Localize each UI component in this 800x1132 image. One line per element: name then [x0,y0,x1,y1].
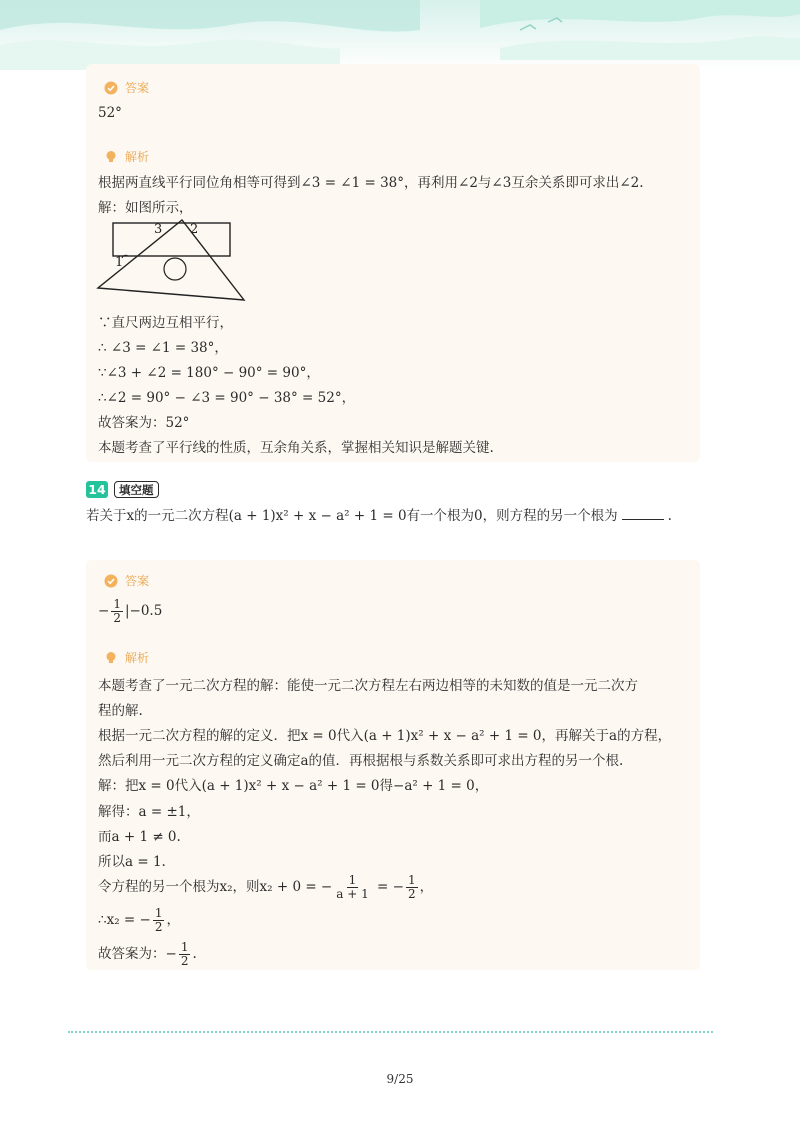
line11-suffix: . [192,946,197,962]
line10-prefix: ∴x₂ = − [98,912,151,928]
fraction-denominator: 2 [407,887,416,901]
analysis-line-3: ∵直尺两边互相平行， [98,315,233,331]
question-text-main: 若关于x的一元二次方程(a + 1)x² + x − a² + 1 = 0有一个根为0，则方程的另一个根为 [86,508,618,524]
line10-suffix: ， [166,912,180,928]
answer-sign: − [98,603,110,619]
answer-alt: |−0.5 [124,603,163,619]
answer-blank [622,505,664,520]
line9-suffix: ， [419,879,434,895]
angle-2-label: 2 [190,222,199,237]
fraction-numerator: 1 [113,597,121,611]
fraction-numerator: 1 [407,873,416,887]
analysis-tag-label: 解析 [125,150,150,164]
fraction-numerator: 1 [348,873,357,887]
line9-prefix: 令方程的另一个根为x₂，则x₂ + 0 = − [98,879,333,895]
lightbulb-icon [104,651,118,665]
fraction-denominator: a + 1 [336,887,369,901]
line9-fraction-2 [406,874,418,901]
check-badge-icon [104,574,118,588]
analysis2-line-6: 解得：a = ±1， [98,804,200,820]
analysis2-line-3: 根据一元二次方程的解的定义．把x = 0代入(a + 1)x² + x − a² + 1 = 0，再解关于a的方程， [98,728,672,744]
answer-tag-2 [104,572,149,589]
question-number: 14 [86,481,108,498]
geometry-figure [96,218,250,304]
analysis-line-2: 解：如图所示， [98,200,193,216]
analysis2-line-1: 本题考查了一元二次方程的解：能使一元二次方程左右两边相等的未知数的值是一元二次方 [98,678,638,694]
line9-mid: = − [372,879,404,895]
answer-tag-label: 答案 [125,574,150,588]
analysis2-line-2: 程的解. [98,703,143,719]
line10-fraction [153,907,165,934]
angle-1-label: 1 [115,255,124,270]
footer-divider [68,1031,713,1033]
analysis-line-5: ∵∠3 + ∠2 = 180° − 90° = 90°， [98,365,320,381]
analysis2-line-7: 而a + 1 ≠ 0. [98,829,181,845]
answer-value-2 [98,597,162,625]
analysis-tag [104,148,149,165]
question-type-badge: 填空题 [114,481,159,498]
analysis-tag-2 [104,649,149,666]
fraction-denominator: 2 [180,954,189,968]
answer-fraction [111,598,123,625]
lightbulb-icon [104,150,118,164]
answer-tag [104,79,149,96]
fraction-numerator: 1 [180,940,189,954]
analysis-line-7: 故答案为：52° [98,415,190,431]
fraction-denominator: 2 [113,611,121,625]
angle-3-label: 3 [154,222,163,237]
header-decoration [0,0,800,70]
question-text [86,505,672,525]
analysis-tag-label: 解析 [125,651,150,665]
line11-fraction [179,941,191,968]
question-text-end: . [667,508,672,524]
analysis-line-4: ∴ ∠3 = ∠1 = 38°， [98,340,228,356]
analysis2-line-5: 解：把x = 0代入(a + 1)x² + x − a² + 1 = 0得−a² + 1 = 0， [98,778,489,794]
analysis2-line-9 [98,872,433,902]
check-badge-icon [104,81,118,95]
analysis-line-6: ∴∠2 = 90° − ∠3 = 90° − 38° = 52°， [98,390,356,406]
line9-fraction-1 [334,874,370,901]
answer-value: 52° [98,105,122,121]
analysis2-line-10 [98,906,180,934]
analysis2-line-4: 然后利用一元二次方程的定义确定a的值．再根据根与系数关系即可求出方程的另一个根. [98,753,624,769]
fraction-numerator: 1 [154,906,163,920]
answer-tag-label: 答案 [125,81,150,95]
analysis2-line-11 [98,940,197,968]
analysis2-line-8: 所以a = 1. [98,854,166,870]
circle [164,258,186,280]
line11-prefix: 故答案为：− [98,946,177,962]
analysis-line-1: 根据两直线平行同位角相等可得到∠3 = ∠1 = 38°，再利用∠2与∠3互余关系即可求出∠2. [98,175,644,191]
page-number: 9/25 [386,1072,414,1086]
analysis-line-8: 本题考查了平行线的性质，互余角关系，掌握相关知识是解题关键. [98,440,494,456]
fraction-denominator: 2 [154,920,163,934]
